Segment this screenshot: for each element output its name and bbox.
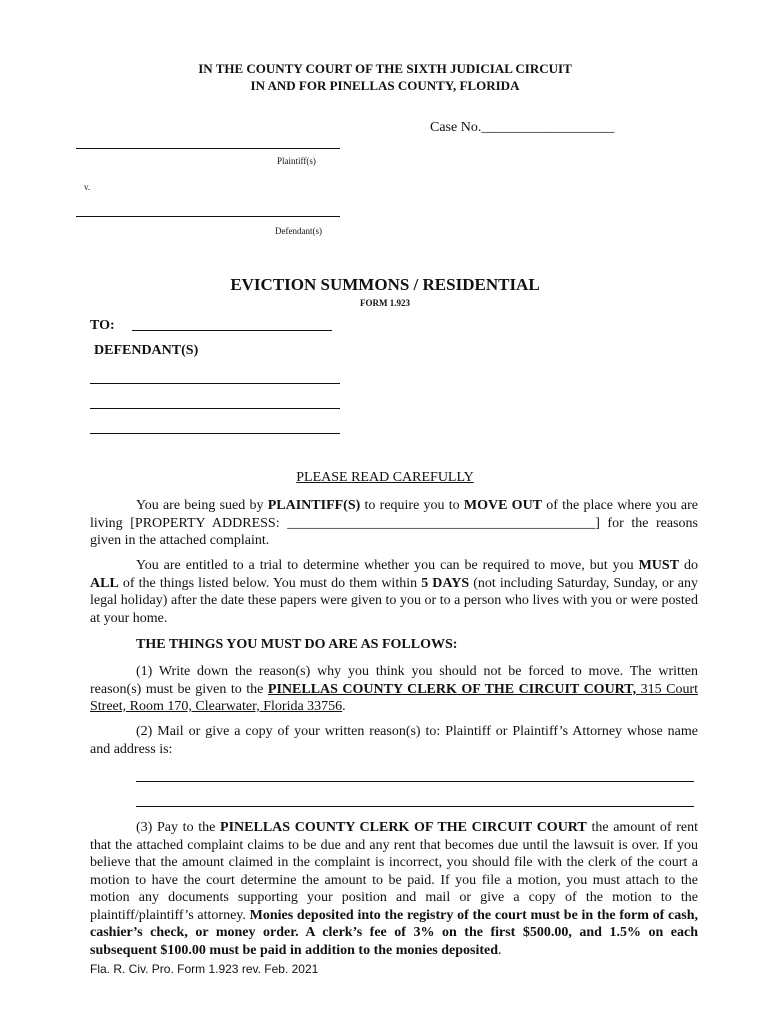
form-number: FORM 1.923 xyxy=(360,298,410,308)
versus-label: v. xyxy=(84,182,91,192)
case-number xyxy=(430,120,614,136)
defendant-line-2[interactable] xyxy=(90,408,340,409)
defendant-name-line[interactable] xyxy=(76,216,340,217)
please-read-heading: PLEASE READ CAREFULLY xyxy=(296,470,474,485)
court-header-line2: IN AND FOR PINELLAS COUNTY, FLORIDA xyxy=(250,78,520,93)
defendant-line-1[interactable] xyxy=(90,383,340,384)
defendant-label: Defendant(s) xyxy=(275,226,322,236)
plaintiff-name-line[interactable] xyxy=(76,148,340,149)
things-heading: THE THINGS YOU MUST DO ARE AS FOLLOWS: xyxy=(136,637,458,652)
paragraph-mail-copy: (2) Mail or give a copy of your written reason(s) to: Plaintiff or Plaintiff’s Attorney whose name and address is: xyxy=(90,724,698,757)
to-label: TO: xyxy=(90,318,115,333)
document-title: EVICTION SUMMONS / RESIDENTIAL xyxy=(230,275,540,294)
case-number-field[interactable]: ___________________ xyxy=(481,120,615,135)
case-number-label: Case No. xyxy=(430,120,482,135)
plaintiff-label: Plaintiff(s) xyxy=(277,156,316,166)
paragraph-entitled-trial: You are entitled to a trial to determine whether you can be required to move, but you MUST do ALL of the things listed below. You must do them within 5 DAYS (not including Saturday, Sunday, or any legal holiday) after the date these papers were given to you or to a person who lives with you or were posted at your home. xyxy=(90,558,699,626)
paragraph-write-reasons: (1) Write down the reason(s) why you think you should not be forced to move. The written reason(s) must be given to the PINELLAS COUNTY CLERK OF THE CIRCUIT COURT, 315 Court Street, Room 170, Clearwater, Florida 33756. xyxy=(90,664,698,714)
attorney-address-line-2[interactable] xyxy=(136,806,694,807)
attorney-address-line-1[interactable] xyxy=(136,781,694,782)
defendant-line-3[interactable] xyxy=(90,433,340,434)
court-header-line1: IN THE COUNTY COURT OF THE SIXTH JUDICIAL CIRCUIT xyxy=(198,61,572,76)
defendants-label: DEFENDANT(S) xyxy=(94,343,199,358)
to-name-line[interactable] xyxy=(132,330,332,331)
form-footer: Fla. R. Civ. Pro. Form 1.923 rev. Feb. 2021 xyxy=(90,962,319,976)
paragraph-sued: You are being sued by PLAINTIFF(S) to require you to MOVE OUT of the place where you are living [PROPERTY ADDRESS: ____________________________________________] for the reasons given in the attached complaint. xyxy=(90,498,698,548)
paragraph-pay-rent: (3) Pay to the PINELLAS COUNTY CLERK OF THE CIRCUIT COURT the amount of rent that the attached complaint claims to be due and any rent that becomes due until the lawsuit is over. If you believe that the amount claimed in the complaint is incorrect, you should file with the clerk of the court a motion to have the court determine the amount to be paid. If you file a motion, you must attach to the motion any documents supporting your position and mail or give a copy of the motion to the plaintiff/plaintiff’s attorney. Monies deposited into the registry of the court must be in the form of cash, cashier’s check, or money order. A clerk’s fee of 3% on the first $500.00, and 1.5% on each subsequent $100.00 must be paid in addition to the monies deposited. xyxy=(90,820,698,958)
